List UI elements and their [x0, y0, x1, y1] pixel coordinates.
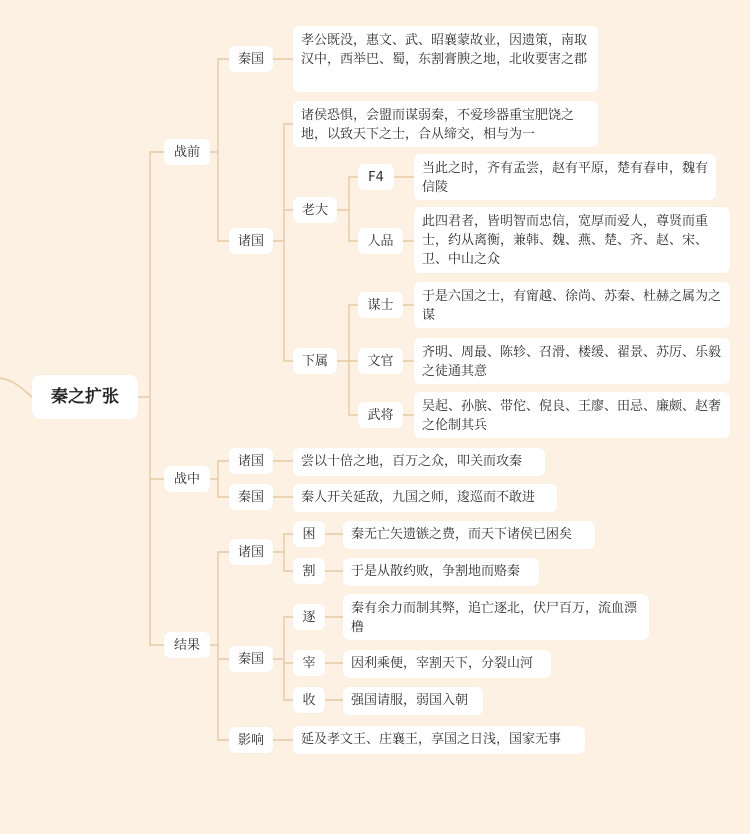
kun-text[interactable]: 秦无亡矢遗镞之费，而天下诸侯已困矣: [343, 521, 595, 549]
zhanqian-zhuguo-text[interactable]: 诸侯恐惧，会盟而谋弱秦，不爱珍器重宝肥饶之地，以致天下之士，合从缔交，相与为一: [293, 101, 598, 147]
branch-zhanzhong[interactable]: 战中: [164, 466, 210, 492]
shou-text[interactable]: 强国请服，弱国入朝: [343, 687, 483, 715]
yingxiang-node[interactable]: 影响: [229, 727, 273, 753]
zhanzhong-qin-text[interactable]: 秦人开关延敌，九国之师，逡巡而不敢进: [293, 484, 557, 512]
wujiang-node[interactable]: 武将: [358, 402, 403, 428]
renpin-text[interactable]: 此四君者，皆明智而忠信，宽厚而爱人，尊贤而重士，约从离衡，兼韩、魏、燕、楚、齐、赵、宋、卫、中山之众: [414, 207, 730, 273]
jieguo-zhuguo-node[interactable]: 诸国: [229, 539, 273, 565]
yingxiang-text[interactable]: 延及孝文王、庄襄王，享国之日浅，国家无事: [293, 726, 585, 754]
laoda-node[interactable]: 老大: [293, 197, 337, 223]
zhanqian-qin-text[interactable]: 孝公既没，惠文、武、昭襄蒙故业，因遗策，南取汉中，西举巴、蜀，东割膏腴之地，北收要害之郡: [293, 26, 598, 92]
renpin-node[interactable]: 人品: [358, 228, 403, 254]
zai-node[interactable]: 宰: [293, 650, 325, 676]
f4-text[interactable]: 当此之时，齐有孟尝，赵有平原，楚有春申，魏有信陵: [414, 154, 716, 200]
shou-node[interactable]: 收: [293, 687, 325, 713]
wenguan-node[interactable]: 文官: [358, 348, 403, 374]
moushi-text[interactable]: 于是六国之士，有甯越、徐尚、苏秦、杜赫之属为之谋: [414, 282, 730, 328]
zhu-text[interactable]: 秦有余力而制其弊，追亡逐北，伏尸百万，流血漂橹: [343, 594, 649, 640]
wujiang-text[interactable]: 吴起、孙膑、带佗、倪良、王廖、田忌、廉颇、赵奢之伦制其兵: [414, 392, 730, 438]
zhanzhong-qin-node[interactable]: 秦国: [229, 484, 273, 510]
zhanqian-qin-node[interactable]: 秦国: [229, 46, 273, 72]
ge-node[interactable]: 割: [293, 558, 325, 584]
f4-node[interactable]: F4: [358, 164, 394, 190]
root-node[interactable]: 秦之扩张: [32, 375, 138, 419]
zhanqian-zhuguo-node[interactable]: 诸国: [229, 228, 273, 254]
ge-text[interactable]: 于是从散约败，争割地而赂秦: [343, 558, 539, 586]
jieguo-qin-node[interactable]: 秦国: [229, 646, 273, 672]
wenguan-text[interactable]: 齐明、周最、陈轸、召滑、楼缓、翟景、苏厉、乐毅之徒通其意: [414, 338, 730, 384]
zhanzhong-zhuguo-text[interactable]: 尝以十倍之地，百万之众，叩关而攻秦: [293, 448, 545, 476]
xiashu-node[interactable]: 下属: [293, 348, 337, 374]
kun-node[interactable]: 困: [293, 521, 325, 547]
zhanzhong-zhuguo-node[interactable]: 诸国: [229, 448, 273, 474]
zhu-node[interactable]: 逐: [293, 604, 325, 630]
branch-jieguo[interactable]: 结果: [164, 632, 210, 658]
moushi-node[interactable]: 谋士: [358, 292, 403, 318]
zai-text[interactable]: 因利乘便，宰割天下，分裂山河: [343, 650, 551, 678]
branch-zhanqian[interactable]: 战前: [164, 139, 210, 165]
